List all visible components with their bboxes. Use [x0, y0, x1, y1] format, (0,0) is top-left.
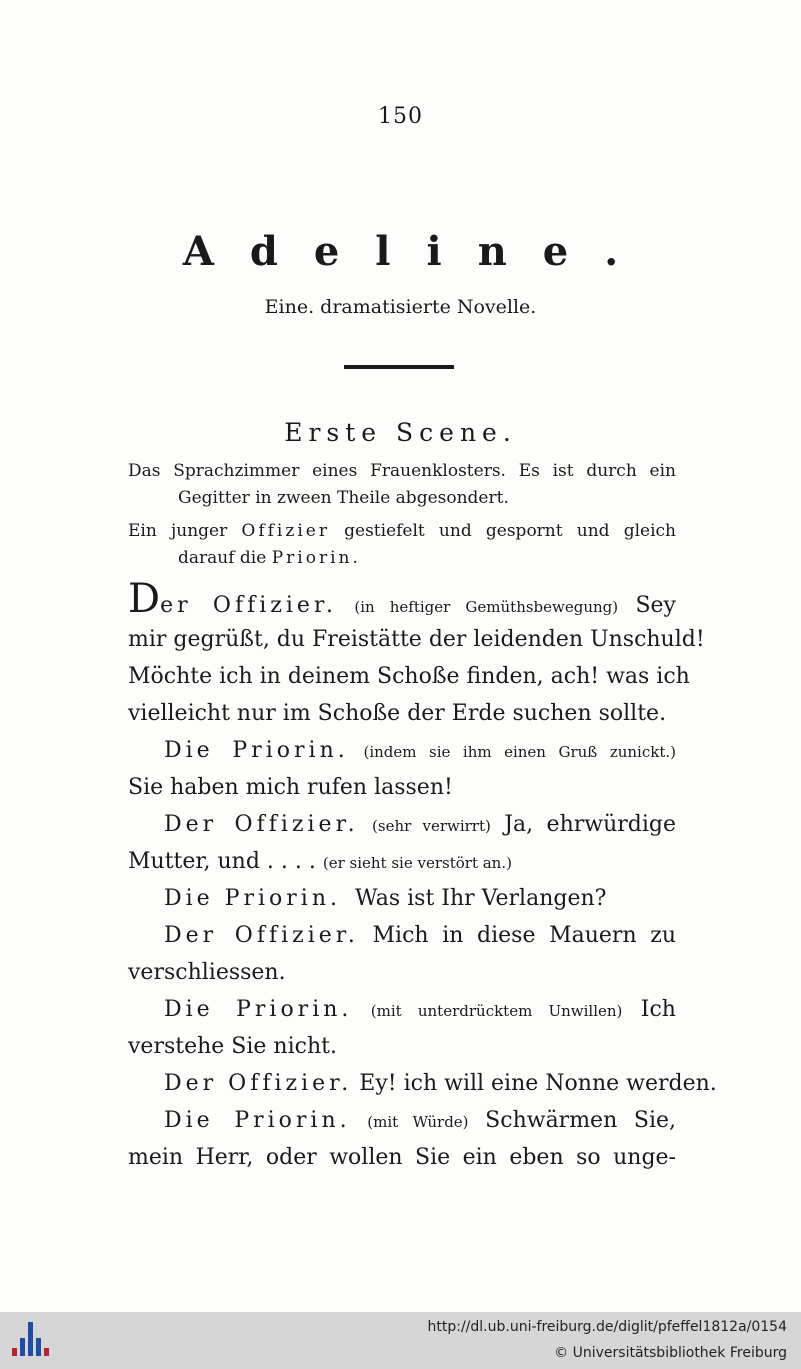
- stage-line: Gegitter in zween Theile abgesondert.: [178, 488, 509, 508]
- play-subtitle: Eine. dramatisierte Novelle.: [264, 296, 537, 318]
- character-name: Priorin.: [271, 548, 361, 568]
- text-line: verschliessen.: [128, 960, 286, 985]
- library-footer-bar: [0, 1312, 801, 1369]
- text-line: verstehe Sie nicht.: [128, 1034, 337, 1059]
- stage-line: Ein junger Offizier gestiefelt und gespornt und gleich: [128, 521, 677, 541]
- text-line: Die Priorin. Was ist Ihr Verlangen?: [164, 886, 607, 911]
- text-line: mir gegrüßt, du Freistätte der leidenden Unschuld!: [128, 627, 705, 652]
- stage-direction-characters: [128, 518, 676, 572]
- speaker-name: Die Priorin.: [164, 738, 349, 763]
- speaker-name: er Offizier.: [160, 593, 338, 618]
- scene-heading: Erste Scene.: [284, 418, 517, 447]
- speaker-name: Der Offizier.: [164, 923, 359, 948]
- text-line: Der Offizier. (in heftiger Gemüthsbewegung) Sey: [128, 576, 676, 622]
- speaker-name: Die Priorin.: [164, 997, 353, 1022]
- stage-line: darauf die Priorin.: [178, 548, 361, 568]
- source-url-link[interactable]: http://dl.ub.uni-freiburg.de/diglit/pfeffel1812a/0154: [427, 1319, 787, 1335]
- stage-direction: (in heftiger Gemüthsbewegung): [354, 598, 619, 616]
- text-line: mein Herr, oder wollen Sie ein eben so unge-: [128, 1145, 676, 1170]
- copyright-notice: © Universitätsbibliothek Freiburg: [554, 1345, 787, 1361]
- stage-direction: (er sieht sie verstört an.): [322, 854, 512, 872]
- character-name: Offizier: [241, 521, 330, 541]
- speaker-name: Der Offizier.: [164, 1071, 353, 1096]
- speaker-name: Der Offizier.: [164, 812, 359, 837]
- play-title: Adeline.: [182, 228, 655, 275]
- ub-freiburg-logo-icon: [12, 1320, 52, 1362]
- speaker-name: Die Priorin.: [164, 886, 342, 911]
- page-number: 150: [378, 104, 423, 129]
- speaker-name: Die Priorin.: [164, 1108, 351, 1133]
- stage-line: Das Sprachzimmer eines Frauenklosters. Es ist durch ein: [128, 461, 676, 481]
- stage-direction-setting: [128, 458, 676, 512]
- stage-direction: (indem sie ihm einen Gruß zunickt.): [363, 743, 676, 761]
- text-line: Die Priorin. (mit unterdrücktem Unwillen) Ich: [164, 997, 676, 1022]
- text-line: Der Offizier. Ey! ich will eine Nonne werden.: [164, 1071, 717, 1096]
- text-line: vielleicht nur im Schoße der Erde suchen sollte.: [128, 701, 667, 726]
- stage-direction: (mit Würde): [367, 1113, 469, 1131]
- stage-direction: (sehr verwirrt): [372, 817, 491, 835]
- text-line: Die Priorin. (mit Würde) Schwärmen Sie,: [164, 1108, 676, 1133]
- text-line: Möchte ich in deinem Schoße finden, ach! was ich: [128, 664, 690, 689]
- text-line: Mutter, und . . . . (er sieht sie verstört an.): [128, 849, 512, 874]
- text-line: Der Offizier. Mich in diese Mauern zu: [164, 923, 676, 948]
- text-line: Sie haben mich rufen lassen!: [128, 775, 453, 800]
- text-line: Der Offizier. (sehr verwirrt) Ja, ehrwürdige: [164, 812, 676, 837]
- text-line: [128, 732, 676, 769]
- title-divider: [344, 365, 454, 369]
- drop-capital: D: [128, 576, 161, 622]
- dialogue-text: [128, 576, 717, 1176]
- stage-direction: (mit unterdrücktem Unwillen): [370, 1002, 623, 1020]
